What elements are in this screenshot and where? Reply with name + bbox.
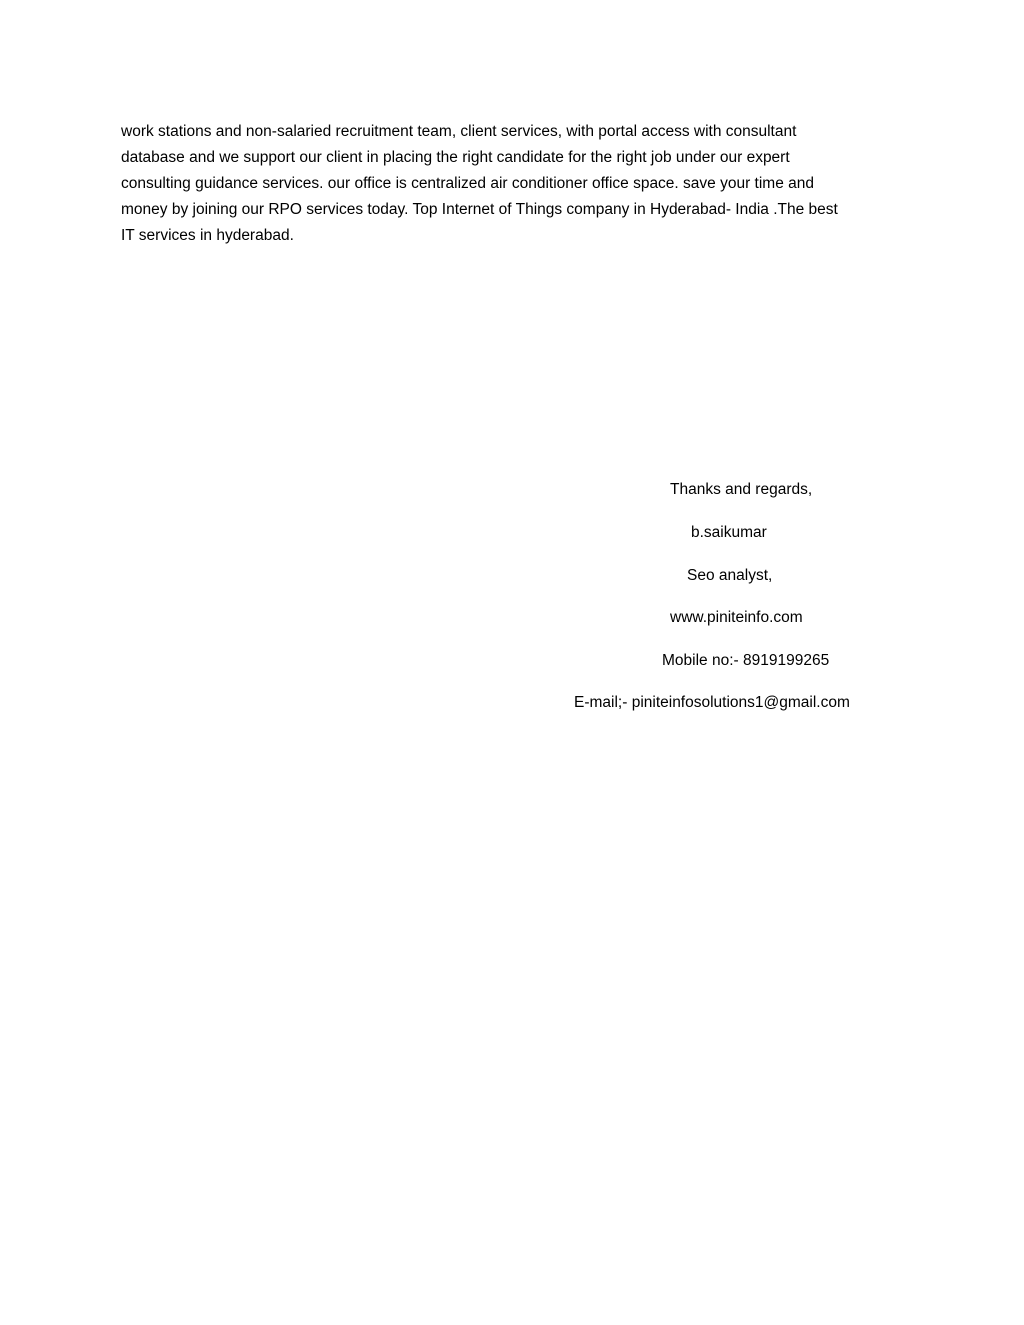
paragraph-line: work stations and non-salaried recruitment team, client services, with portal access with consultant	[121, 123, 797, 140]
paragraph-line: money by joining our RPO services today. Top Internet of Things company in Hyderabad- India .The best	[121, 201, 838, 218]
signature-mobile: Mobile no:- 8919199265	[662, 652, 830, 669]
signature-website: www.piniteinfo.com	[670, 609, 803, 626]
paragraph-line: database and we support our client in placing the right candidate for the right job under our expert	[121, 149, 790, 166]
signature-role: Seo analyst,	[687, 567, 773, 584]
body-paragraph	[121, 119, 911, 249]
signature-email: E-mail;- piniteinfosolutions1@gmail.com	[574, 694, 850, 711]
paragraph-line: consulting guidance services. our office is centralized air conditioner office space. save your time and	[121, 175, 814, 192]
signature-closing: Thanks and regards,	[670, 481, 813, 498]
signature-name: b.saikumar	[691, 524, 767, 541]
paragraph-line: IT services in hyderabad.	[121, 227, 294, 244]
